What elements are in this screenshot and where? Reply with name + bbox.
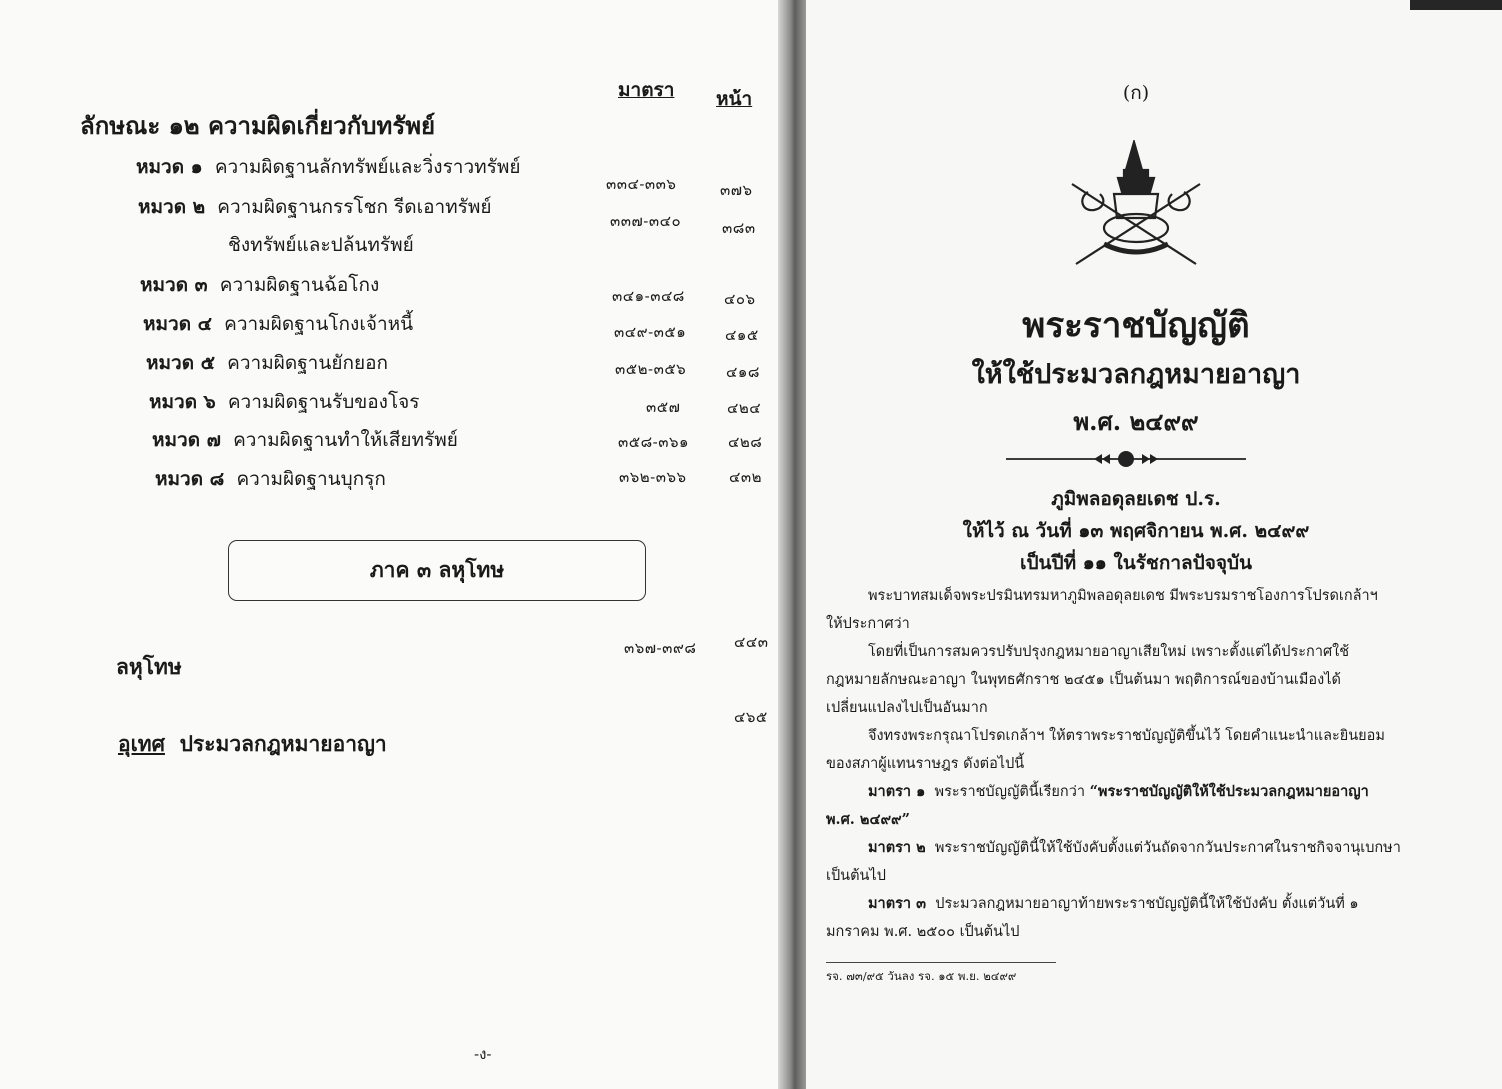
text-line: กฎหมายลักษณะอาญา ในพุทธศักราช ๒๔๕๑ เป็นต้นมา พฤติการณ์ของบ้านเมืองได้: [826, 672, 1341, 688]
part-box: [228, 540, 646, 601]
chapter-row: [143, 309, 413, 339]
chapter-number: หมวด ๘: [155, 468, 225, 490]
act-title: พระราชบัญญัติ: [1022, 305, 1250, 346]
chapter-number: หมวด ๖: [149, 391, 216, 413]
chapter-number: หมวด ๑: [136, 156, 203, 178]
act-year: พ.ศ. ๒๔๙๙: [1073, 407, 1199, 436]
index-label-rest: ประมวลกฎหมายอาญา: [179, 731, 387, 756]
preamble-paragraph: [826, 582, 1426, 946]
text-line: จึงทรงพระกรุณาโปรดเกล้าฯ ให้ตราพระราชบัญญัติขึ้นไว้ โดยคำแนะนำและยินยอม: [868, 728, 1385, 744]
chapter-title: ความผิดฐานกรรโชก รีดเอาทรัพย์: [217, 196, 492, 218]
chapter-row: [138, 192, 492, 222]
section-label: มาตรา ๒: [868, 839, 926, 856]
index-label: อุเทศ: [118, 731, 165, 756]
part-title: ลักษณะ ๑๒ ความผิดเกี่ยวกับทรัพย์: [80, 111, 436, 140]
chapter-page: ๔๒๔: [727, 399, 762, 417]
text-line: มกราคม พ.ศ. ๒๕๐๐ เป็นต้นไป: [826, 924, 1020, 940]
footnote: รจ. ๗๓/๙๕ วันลง รจ. ๑๕ พ.ย. ๒๔๙๙: [826, 969, 1017, 983]
chapter-page: ๔๐๖: [724, 290, 756, 308]
footnote-rule: [826, 962, 1056, 963]
section-2: [826, 834, 1426, 862]
section-text: พระราชบัญญัตินี้เรียกว่า: [934, 784, 1085, 800]
page-marker: (ก): [1122, 82, 1150, 104]
chapter-sections: ๓๓๔-๓๓๖: [606, 175, 677, 193]
scan-edge-mark: [1410, 0, 1502, 10]
garuda-royal-emblem-icon: [1068, 140, 1204, 270]
given-date: ให้ไว้ ณ วันที่ ๑๓ พฤศจิกายน พ.ศ. ๒๔๙๙: [962, 520, 1310, 542]
chapter-title-continued: ชิงทรัพย์และปล้นทรัพย์: [228, 234, 414, 256]
chapter-row: [146, 348, 388, 378]
ornamental-divider: [1006, 448, 1246, 470]
chapter-sections: ๓๖๒-๓๖๖: [619, 468, 687, 486]
chapter-number: หมวด ๗: [152, 429, 221, 451]
text-line: ของสภาผู้แทนราษฎร ดังต่อไปนี้: [826, 756, 1025, 772]
section-1: [826, 778, 1426, 806]
text-line: เป็นต้นไป: [826, 868, 886, 884]
section-label: มาตรา ๓: [868, 895, 927, 912]
act-citation-continued: พ.ศ. ๒๔๙๙”: [826, 811, 911, 828]
chapter-sections: ๓๔๙-๓๕๑: [614, 323, 687, 341]
petty-offense-entry: ลหุโทษ: [116, 654, 182, 679]
chapter-title: ความผิดฐานลักทรัพย์และวิ่งราวทรัพย์: [214, 156, 521, 178]
text-line: ให้ประกาศว่า: [826, 616, 910, 632]
chapter-title: ความผิดฐานยักยอก: [227, 352, 389, 374]
chapter-row: [136, 152, 521, 182]
chapter-page: ๔๑๕: [725, 326, 759, 344]
chapter-sections: ๓๕๘-๓๖๑: [618, 433, 690, 451]
chapter-page: ๓๗๖: [720, 181, 753, 199]
text-line: โดยที่เป็นการสมควรปรับปรุงกฎหมายอาญาเสียใหม่ เพราะตั้งแต่ได้ประกาศใช้: [868, 644, 1350, 660]
chapter-page: ๔๓๒: [729, 468, 762, 486]
chapter-title: ความผิดฐานทำให้เสียทรัพย์: [233, 429, 458, 451]
chapter-row: [155, 464, 386, 494]
book-gutter: [778, 0, 806, 1089]
chapter-number: หมวด ๒: [138, 196, 206, 218]
act-citation: “พระราชบัญญัติให้ใช้ประมวลกฎหมายอาญา: [1089, 783, 1369, 800]
act-subtitle: ให้ใช้ประมวลกฎหมายอาญา: [971, 359, 1301, 390]
chapter-title: ความผิดฐานฉ้อโกง: [219, 274, 380, 296]
chapter-title: ความผิดฐานบุกรุก: [236, 468, 386, 490]
chapter-title: ความผิดฐานรับของโจร: [227, 391, 420, 413]
page-number: -ง-: [474, 1045, 492, 1063]
section-text: ประมวลกฎหมายอาญาท้ายพระราชบัญญัตินี้ให้ใช้บังคับ ตั้งแต่วันที่ ๑: [935, 896, 1359, 912]
chapter-sections: ๓๓๗-๓๔๐: [610, 212, 682, 230]
chapter-title: ความผิดฐานโกงเจ้าหนี้: [224, 313, 414, 335]
reign-year: เป็นปีที่ ๑๑ ในรัชกาลปัจจุบัน: [1019, 552, 1253, 574]
chapter-sections: ๓๔๑-๓๔๘: [612, 287, 685, 305]
chapter-number: หมวด ๓: [140, 274, 208, 296]
text-line: พระบาทสมเด็จพระปรมินทรมหาภูมิพลอดุลยเดช มีพระบรมราชโองการโปรดเกล้าฯ: [868, 588, 1378, 604]
text-line: เปลี่ยนแปลงไปเป็นอันมาก: [826, 700, 988, 716]
index-page: ๔๖๕: [734, 708, 768, 726]
page-column-header: หน้า: [716, 88, 753, 110]
section-3: [826, 890, 1426, 918]
section-label: มาตรา ๑: [868, 783, 926, 800]
chapter-page: ๔๒๘: [728, 433, 763, 451]
chapter-number: หมวด ๕: [146, 352, 216, 374]
chapter-number: หมวด ๔: [143, 313, 213, 335]
chapter-page: ๓๘๓: [722, 219, 756, 237]
part-box-label: ภาค ๓ ลหุโทษ: [369, 557, 505, 582]
petty-offense-page: ๔๔๓: [734, 633, 769, 651]
index-entry: [118, 728, 387, 761]
petty-offense-sections: ๓๖๗-๓๙๘: [624, 639, 697, 657]
king-name: ภูมิพลอดุลยเดช ป.ร.: [1051, 488, 1221, 510]
chapter-row: [152, 425, 458, 455]
right-page: [806, 0, 1502, 1089]
section-column-header: มาตรา: [618, 79, 675, 101]
chapter-row: [149, 387, 420, 417]
chapter-sections: ๓๕๒-๓๕๖: [615, 360, 687, 378]
chapter-row: [140, 270, 379, 300]
chapter-page: ๔๑๘: [726, 363, 760, 381]
section-text: พระราชบัญญัตินี้ให้ใช้บังคับตั้งแต่วันถัดจากวันประกาศในราชกิจจานุเบกษา: [934, 840, 1401, 856]
chapter-sections: ๓๕๗: [646, 398, 681, 416]
